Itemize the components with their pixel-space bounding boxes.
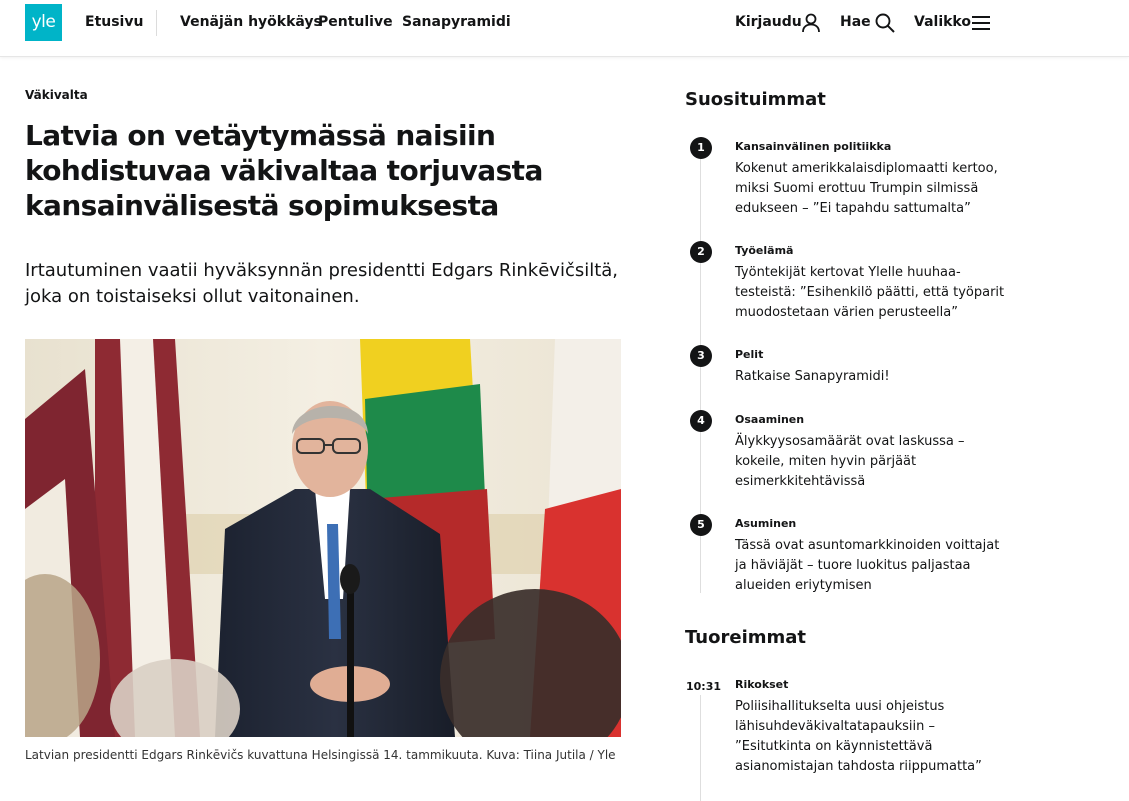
popular-item-title[interactable]: Työntekijät kertovat Ylelle huuhaa-testeistä: ”Esihenkilö päätti, että työparit muodostetaan värien perusteella” bbox=[735, 265, 1005, 320]
nav-home[interactable]: Etusivu bbox=[85, 14, 144, 30]
search-link[interactable]: Hae bbox=[840, 14, 871, 30]
nav-divider bbox=[156, 10, 157, 36]
hamburger-icon[interactable] bbox=[970, 12, 992, 34]
latest-item-title[interactable]: Poliisihallitukselta uusi ohjeistus lähisuhdeväkivaltatapauksiin – ”Esitutkinta on käynnistettävä asianomistajan tahdosta riippumatta” bbox=[735, 699, 982, 774]
popular-item-title[interactable]: Tässä ovat asuntomarkkinoiden voittajat ja häviäjät – tuore luokitus paljastaa alueiden eriytymisen bbox=[735, 538, 1000, 593]
popular-item-category[interactable]: Osaaminen bbox=[735, 413, 805, 426]
latest-timeline bbox=[700, 694, 701, 801]
article-category[interactable]: Väkivalta bbox=[25, 88, 88, 102]
top-navigation bbox=[0, 0, 1129, 57]
nav-link-venajan-hyokkays[interactable]: Venäjän hyökkäys bbox=[180, 14, 322, 30]
popular-heading: Suosituimmat bbox=[685, 89, 826, 110]
rank-badge: 5 bbox=[690, 514, 712, 536]
menu-link[interactable]: Valikko bbox=[914, 14, 971, 30]
rank-badge: 1 bbox=[690, 137, 712, 159]
rank-badge: 4 bbox=[690, 410, 712, 432]
popular-item-category[interactable]: Asuminen bbox=[735, 517, 797, 530]
latest-item-time: 10:31 bbox=[686, 680, 722, 693]
latest-item-category[interactable]: Rikokset bbox=[735, 678, 789, 691]
login-link[interactable]: Kirjaudu bbox=[735, 14, 802, 30]
rank-badge: 2 bbox=[690, 241, 712, 263]
rank-badge: 3 bbox=[690, 345, 712, 367]
popular-item-category[interactable]: Kansainvälinen politiikka bbox=[735, 140, 892, 153]
popular-item-category[interactable]: Työelämä bbox=[735, 244, 794, 257]
search-icon[interactable] bbox=[874, 12, 896, 34]
popular-item-title[interactable]: Älykkyysosamäärät ovat laskussa – kokeile, miten hyvin pärjäät esimerkkitehtävissä bbox=[735, 434, 965, 489]
nav-link-sanapyramidi[interactable]: Sanapyramidi bbox=[402, 14, 511, 30]
article-photo bbox=[25, 339, 621, 737]
photo-caption: Latvian presidentti Edgars Rinkēvičs kuvattuna Helsingissä 14. tammikuuta. Kuva: Tiina Jutila / Yle bbox=[25, 748, 616, 762]
popular-item-title[interactable]: Kokenut amerikkalaisdiplomaatti kertoo, miksi Suomi erottuu Trumpin silmissä edukseen – ”Ei tapahdu sattumalta” bbox=[735, 161, 998, 216]
article-headline: Latvia on vetäytymässä naisiin kohdistuvaa väkivaltaa torjuvasta kansainvälisestä sopimuksesta bbox=[25, 119, 543, 222]
yle-logo[interactable]: yle bbox=[25, 4, 62, 41]
popular-item-category[interactable]: Pelit bbox=[735, 348, 764, 361]
nav-link-pentulive[interactable]: Pentulive bbox=[318, 14, 393, 30]
latest-heading: Tuoreimmat bbox=[685, 627, 806, 648]
popular-item-title[interactable]: Ratkaise Sanapyramidi! bbox=[735, 369, 890, 384]
article-lead: Irtautuminen vaatii hyväksynnän presidentti Edgars Rinkēvičsiltä, joka on toistaiseksi ollut vaitonainen. bbox=[25, 260, 619, 307]
user-icon[interactable] bbox=[800, 12, 822, 34]
